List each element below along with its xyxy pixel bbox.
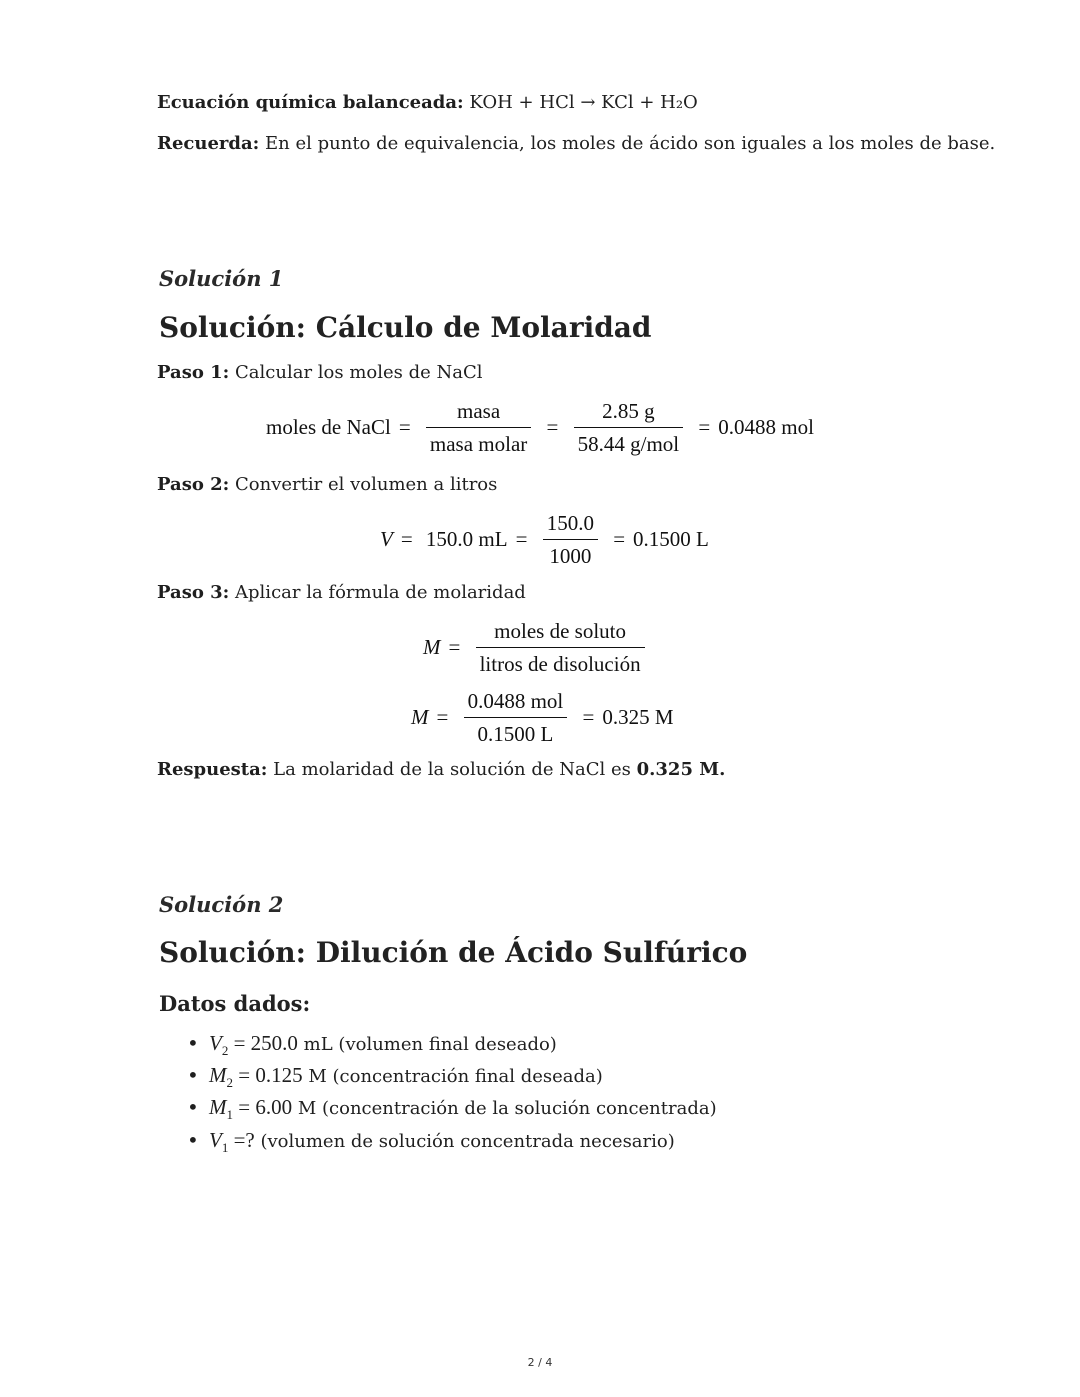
given-data-list (185, 1031, 717, 1160)
eq4-result: 0.325 M (602, 705, 674, 729)
item-desc: (concentración final deseada) (332, 1066, 603, 1088)
eq2-var: V (380, 527, 393, 551)
eq2-denominator: 1000 (549, 544, 592, 568)
item-sub: 1 (221, 1139, 229, 1155)
eq3-var: M (423, 635, 441, 659)
step3-text: Aplicar la fórmula de molaridad (235, 582, 526, 603)
eq3-numerator: moles de soluto (476, 618, 645, 648)
item-var: V (209, 1031, 222, 1055)
item-rel: =? (233, 1127, 255, 1152)
solution1-title: Solución: Cálculo de Molaridad (159, 311, 652, 344)
equation-molarity-formula: M = $\frac{\text{moles de soluto}}{\text{litros de disolución}}$ (419, 618, 651, 677)
solution2-label: Solución 2 (159, 892, 284, 917)
equation-label: Ecuación química balanceada: (157, 92, 464, 113)
item-var: V (209, 1127, 222, 1152)
item-sub: 2 (221, 1043, 229, 1059)
item-var: M (209, 1095, 227, 1120)
eq1-fraction-1 (426, 398, 531, 457)
step1-label: Paso 1: (157, 362, 230, 383)
solution2-title: Solución: Dilución de Ácido Sulfúrico (159, 936, 748, 969)
answer-value: 0.325 M. (636, 759, 726, 780)
eq3-denominator: litros de disolución (479, 652, 641, 676)
eq4-fraction (464, 688, 568, 747)
eq2-numerator: 150.0 (543, 510, 598, 540)
step2-text: Convertir el volumen a litros (235, 474, 498, 495)
item-unit: mL (303, 1034, 333, 1055)
item-rel: = 0.125 (238, 1063, 303, 1088)
eq1-f1-denominator: masa molar (429, 432, 528, 456)
item-desc: (volumen de solución concentrada necesario) (260, 1130, 675, 1152)
eq1-f2-numerator: 2.85 g (574, 398, 684, 428)
step2-line (157, 473, 497, 497)
list-item (185, 1095, 717, 1127)
equation-moles: moles de NaCl = $\frac{\text{masa}}{\text{masa molar}}$ = $\frac{2.85 g}{\text{58.44 g/mol}}$ = 0.0488 mol (266, 399, 814, 456)
eq1-lhs: moles de NaCl (266, 415, 391, 439)
item-desc: (volumen final deseado) (338, 1034, 557, 1055)
eq4-denominator: 0.1500 L (477, 722, 554, 746)
eq3-fraction (476, 618, 645, 677)
eq2-value: 150.0 mL (425, 527, 508, 551)
list-item (185, 1063, 717, 1095)
data-heading: Datos dados: (159, 991, 311, 1016)
item-var: M (209, 1063, 227, 1088)
eq2-fraction (543, 510, 598, 569)
equation-volume: V = 150.0 mL = $\frac{150.0}{1000}$ = 0.1500 L (380, 511, 709, 568)
page-number: 2 / 4 (527, 1356, 553, 1369)
remember-label: Recuerda: (157, 133, 260, 154)
eq4-var: M (411, 705, 429, 729)
item-rel: = 6.00 (238, 1095, 293, 1120)
item-rel: = 250.0 (233, 1031, 298, 1055)
solution1-label: Solución 1 (159, 266, 284, 291)
remember-text: En el punto de equivalencia, los moles de ácido son iguales a los moles de base. (265, 133, 996, 154)
item-sub: 2 (226, 1075, 233, 1091)
list-item (185, 1128, 717, 1160)
item-unit: M (297, 1098, 317, 1120)
step1-text: Calcular los moles de NaCl (235, 362, 483, 383)
answer-label: Respuesta: (157, 759, 268, 780)
eq1-fraction-2 (574, 398, 684, 457)
step3-label: Paso 3: (157, 582, 230, 603)
list-item (185, 1031, 717, 1063)
answer-line (157, 758, 725, 782)
item-desc: (concentración de la solución concentrada) (322, 1098, 717, 1120)
remember-line (157, 132, 995, 156)
eq4-numerator: 0.0488 mol (464, 688, 568, 718)
answer-text: La molaridad de la solución de NaCl es (273, 759, 631, 780)
equation-molarity-result: M = $\frac{\text{0.0488 mol}}{0.1500 L}$ = 0.325 M (411, 689, 674, 746)
item-unit: M (308, 1066, 327, 1088)
step3-line (157, 581, 526, 605)
eq1-result: 0.0488 mol (718, 415, 814, 439)
equation-text: KOH + HCl → KCl + H₂O (469, 92, 698, 113)
step2-label: Paso 2: (157, 474, 230, 495)
balanced-equation-line (157, 91, 698, 115)
eq1-f2-denominator: 58.44 g/mol (577, 432, 680, 456)
item-sub: 1 (226, 1107, 233, 1123)
eq1-f1-numerator: masa (426, 398, 531, 428)
step1-line (157, 361, 483, 385)
eq2-result: 0.1500 L (633, 527, 709, 551)
